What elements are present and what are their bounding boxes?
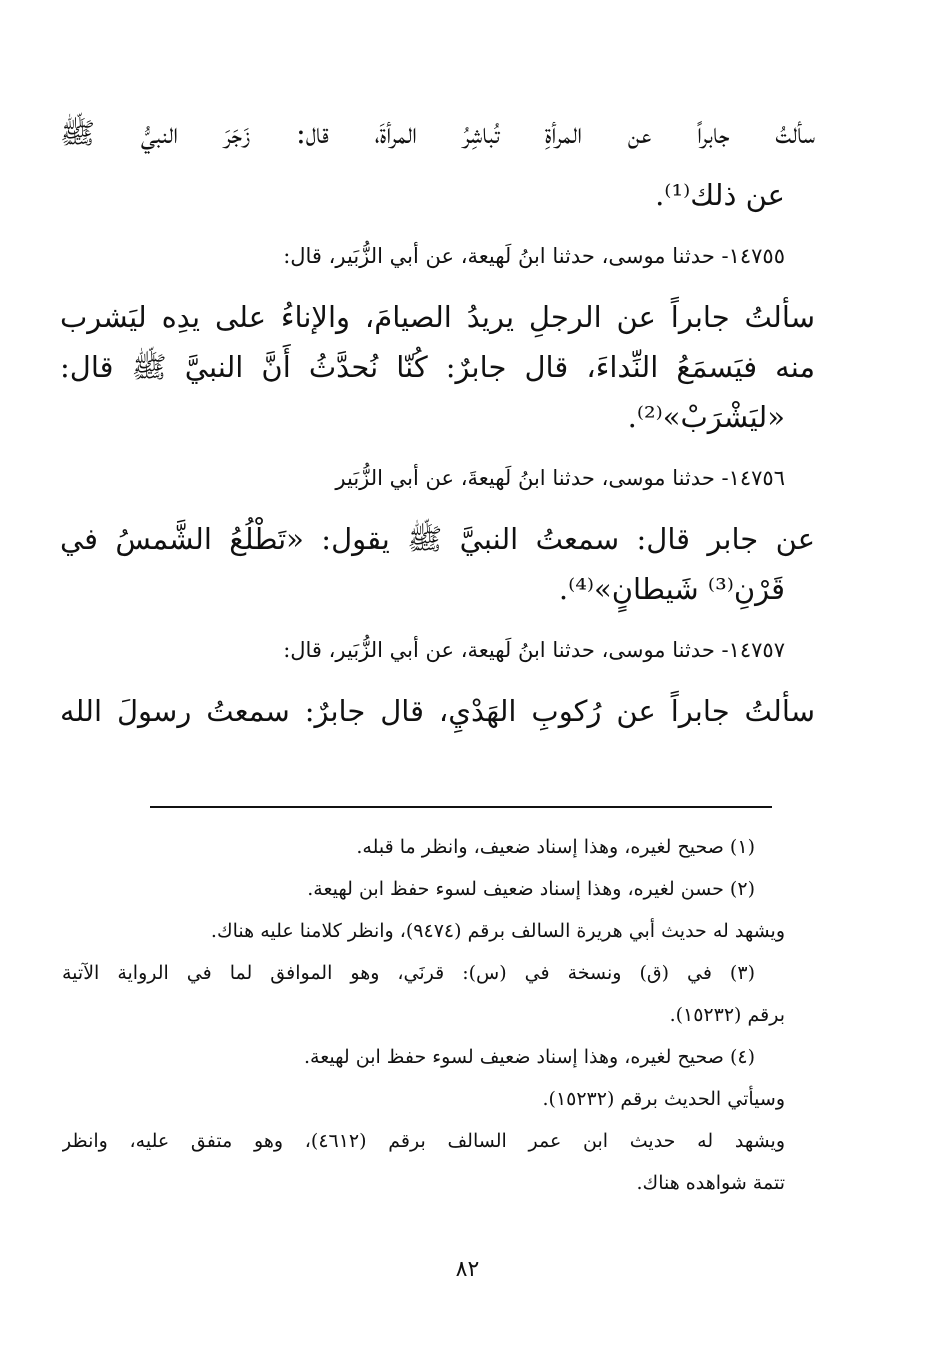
text-line: عن ذلك⁽¹⁾. xyxy=(655,178,785,212)
footnote-2: (٢) حسن لغيره، وهذا إسناد ضعيف لسوء حفظ ابن لهيعة. xyxy=(307,878,755,900)
footnote-4-continued: وسيأتي الحديث برقم (١٥٢٣٢). xyxy=(542,1088,785,1110)
hadith-isnad-14755: ١٤٧٥٥- حدثنا موسى، حدثنا ابنُ لَهيعة، عن أبي الزُّبَير، قال: xyxy=(283,244,785,268)
footnote-separator xyxy=(150,806,772,808)
text-line: سألتُ جابراً عن الرجلِ يريدُ الصيامَ، والإناءُ على يدِه ليَشرب xyxy=(60,300,815,334)
footnote-4-continued: تتمة شواهده هناك. xyxy=(636,1172,785,1194)
page-number: ٨٢ xyxy=(455,1257,480,1282)
hadith-isnad-14757: ١٤٧٥٧- حدثنا موسى، حدثنا ابنُ لَهيعة، عن أبي الزُّبَير، قال: xyxy=(283,638,785,662)
footnote-3-continued: برقم (١٥٢٣٢). xyxy=(669,1004,785,1026)
footnote-4-continued: ويشهد له حديث ابن عمر السالف برقم (٤٦١٢)، وهو متفق عليه، وانظر xyxy=(62,1130,785,1152)
text-line: عن جابر قال: سمعتُ النبيَّ ﷺ يقول: «تَطْلُعُ الشَّمسُ في xyxy=(60,522,815,556)
hadith-isnad-14756: ١٤٧٥٦- حدثنا موسى، حدثنا ابنُ لَهيعةَ، عن أبي الزُّبَير xyxy=(335,466,785,490)
text-line: منه فيَسمَعُ النِّداءَ، قال جابرٌ: كُنّا نُحدَّثُ أَنَّ النبيَّ ﷺ قال: xyxy=(60,350,815,384)
text-line: سألتُ جابراً عن رُكوبِ الهَدْيِ، قال جابرٌ: سمعتُ رسولَ الله xyxy=(60,694,815,728)
text-line: «ليَشْرَبْ»⁽²⁾. xyxy=(627,400,785,434)
footnotes xyxy=(62,826,785,1204)
footnote-2-continued: ويشهد له حديث أبي هريرة السالف برقم (٩٤٧٤)، وانظر كلامنا عليه هناك. xyxy=(210,920,785,942)
footnote-1: (١) صحيح لغيره، وهذا إسناد ضعيف، وانظر ما قبله. xyxy=(356,836,755,858)
text-line: سألتُ جابراً عن المرأةِ تُباشِرُ المرأةَ، قال: زَجَرَ النبيُّ ﷺ xyxy=(60,116,815,150)
footnote-4: (٤) صحيح لغيره، وهذا إسناد ضعيف لسوء حفظ ابن لهيعة. xyxy=(304,1046,755,1068)
main-text xyxy=(60,108,815,736)
text-line: قَرْنِ⁽³⁾ شَيطانٍ»⁽⁴⁾. xyxy=(558,572,785,606)
footnote-3: (٣) في (ق) ونسخة في (س): قرنَي، وهو الموافق لما في الرواية الآتية xyxy=(62,962,755,984)
